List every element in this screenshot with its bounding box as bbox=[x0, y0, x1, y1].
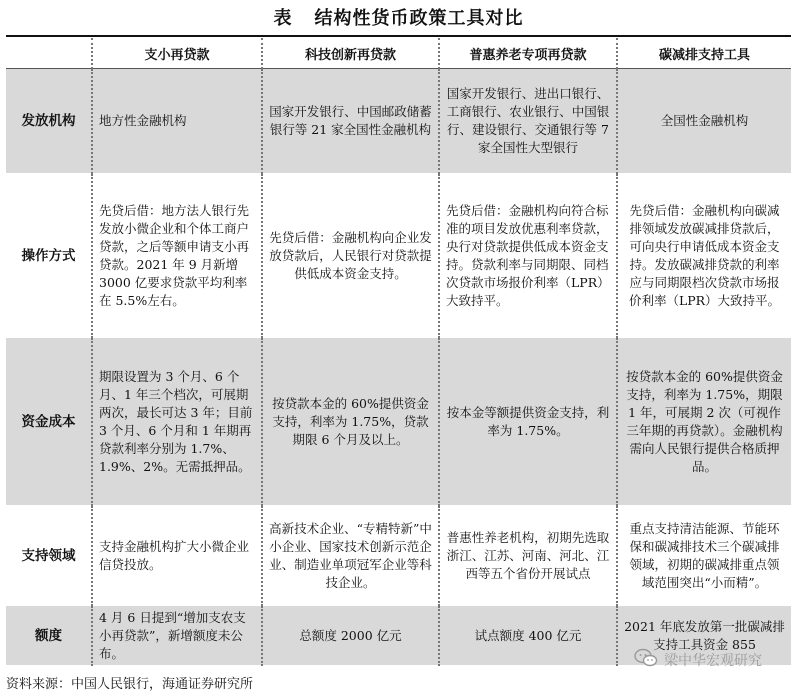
table-cell: 按贷款本金的 60%提供资金支持，利率为 1.75%，贷款期限 6 个月及以上。 bbox=[262, 338, 439, 506]
table-cell: 先贷后借：金融机构向符合标准的项目发放优惠利率贷款，央行对贷款提供低成本资金支持。贷款利率与同期限、同档次贷款市场报价利率（LPR）大致持平。 bbox=[439, 174, 617, 338]
table-cell: 4 月 6 日提到“增加支农支小再贷款”，新增额度未公布。 bbox=[92, 606, 262, 666]
table-cell: 地方性金融机构 bbox=[92, 69, 262, 174]
table-cell: 按贷款本金的 60%提供资金支持，利率为 1.75%，期限 1 年，可展期 2 次（可视作三年期的再贷款）。金融机构需向人民银行提供合格质押品。 bbox=[617, 338, 791, 506]
table-header-row bbox=[6, 38, 791, 69]
table-cell: 期限设置为 3 个月、6 个月、1 年三个档次，可展期两次，最长可达 3 年；目前 3 个月、6 个月和 1 年期再贷款利率分别为 1.7%、1.9%、2%。无需抵押品。 bbox=[92, 338, 262, 506]
table-title bbox=[0, 0, 797, 34]
table-row bbox=[6, 174, 791, 338]
table-cell: 先贷后借：金融机构向碳减排领域发放碳减排贷款后，可向央行申请低成本资金支持。发放碳减排贷款的利率应与同期限档次贷款市场报价利率（LPR）大致持平。 bbox=[617, 174, 791, 338]
table-title-text: 结构性货币政策工具对比 bbox=[314, 8, 524, 29]
comparison-table bbox=[6, 38, 791, 666]
row-header: 额度 bbox=[6, 606, 92, 666]
column-header: 支小再贷款 bbox=[92, 38, 262, 69]
table-title-label: 表 bbox=[273, 8, 293, 29]
table-cell: 先贷后借：金融机构向企业发放贷款后，人民银行对贷款提供低成本资金支持。 bbox=[262, 174, 439, 338]
watermark-text: 梁中华宏观研究 bbox=[664, 653, 762, 669]
row-header: 发放机构 bbox=[6, 69, 92, 174]
table-cell: 高新技术企业、“专精特新”中小企业、国家技术创新示范企业、制造业单项冠军企业等科技企业。 bbox=[262, 506, 439, 606]
table-row bbox=[6, 338, 791, 506]
column-header-corner bbox=[6, 38, 92, 69]
title-rule bbox=[6, 35, 791, 37]
table-cell: 普惠性养老机构，初期先选取浙江、江苏、河南、河北、江西等五个省份开展试点 bbox=[439, 506, 617, 606]
table-cell: 先贷后借：地方法人银行先发放小微企业和个体工商户贷款，之后等额申请支小再贷款。2021 年 9 月新增 3000 亿要求贷款平均利率在 5.5%左右。 bbox=[92, 174, 262, 338]
column-header: 普惠养老专项再贷款 bbox=[439, 38, 617, 69]
column-header: 碳减排支持工具 bbox=[617, 38, 791, 69]
table-cell: 试点额度 400 亿元 bbox=[439, 606, 617, 666]
row-header: 操作方式 bbox=[6, 174, 92, 338]
column-header: 科技创新再贷款 bbox=[262, 38, 439, 69]
table-cell: 国家开发银行、进出口银行、工商银行、农业银行、中国银行、建设银行、交通银行等 7 家全国性大型银行 bbox=[439, 69, 617, 174]
row-header: 资金成本 bbox=[6, 338, 92, 506]
table-cell: 全国性金融机构 bbox=[617, 69, 791, 174]
table-cell: 支持金融机构扩大小微企业信贷投放。 bbox=[92, 506, 262, 606]
table-row bbox=[6, 69, 791, 174]
table-row bbox=[6, 506, 791, 606]
table-cell: 2021 年底发放第一批碳减排支持工具资金 855 bbox=[617, 606, 791, 666]
row-header: 支持领域 bbox=[6, 506, 92, 606]
table-cell: 国家开发银行、中国邮政储蓄银行等 21 家全国性金融机构 bbox=[262, 69, 439, 174]
wechat-icon bbox=[634, 648, 664, 672]
watermark bbox=[634, 648, 762, 672]
source-note: 资料来源：中国人民银行，海通证券研究所 bbox=[6, 677, 254, 692]
table-cell: 按本金等额提供资金支持，利率为 1.75%。 bbox=[439, 338, 617, 506]
table-cell: 重点支持清洁能源、节能环保和碳减排技术三个碳减排领域，初期的碳减排重点领域范围突出“小而精”。 bbox=[617, 506, 791, 606]
table-cell: 总额度 2000 亿元 bbox=[262, 606, 439, 666]
